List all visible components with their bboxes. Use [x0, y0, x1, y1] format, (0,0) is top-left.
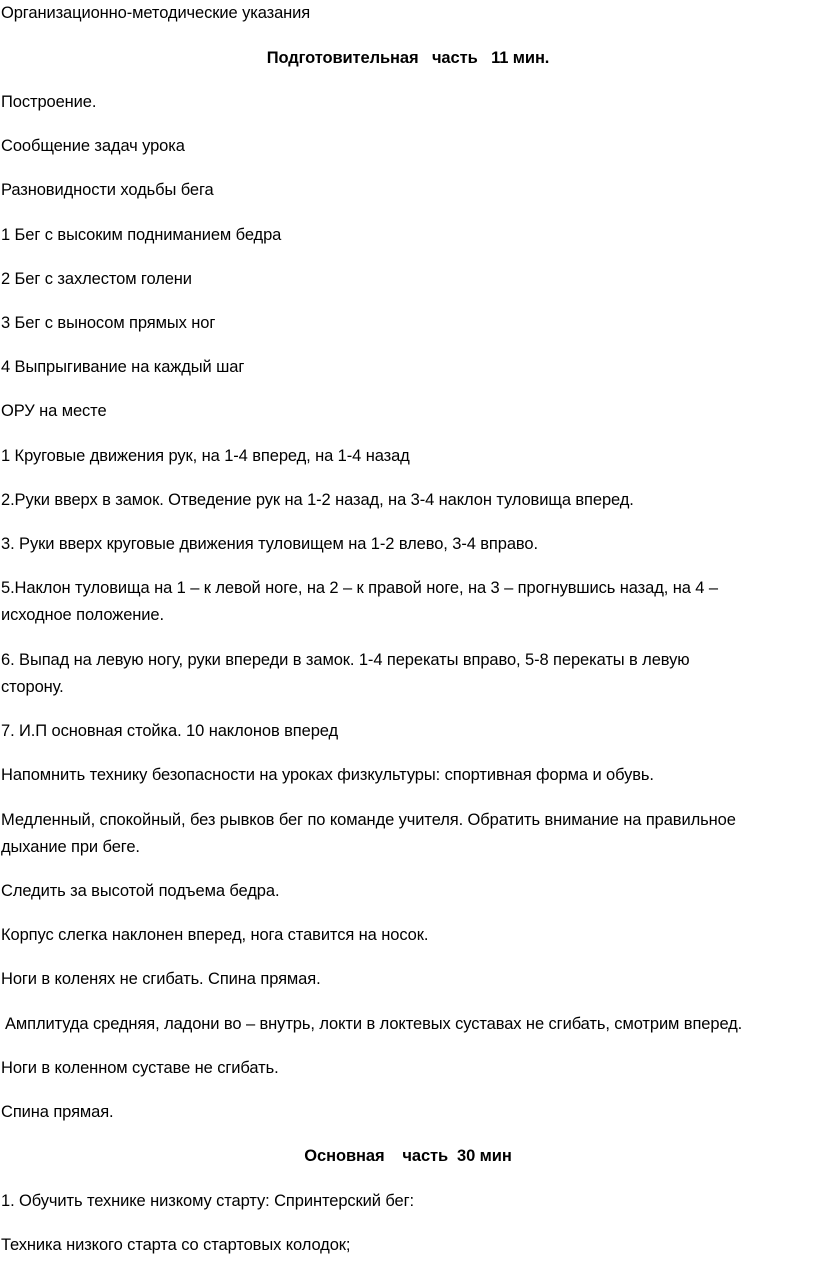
prep-item-run-4: 4 Выпрыгивание на каждый шаг: [1, 358, 245, 376]
note-amplitude: Амплитуда средняя, ладони во – внутрь, локти в локтевых суставах не сгибать, смотрим вперед.: [5, 1015, 743, 1033]
prep-item-walking-types: Разновидности ходьбы бега: [1, 181, 214, 199]
note-safety: Напомнить технику безопасности на уроках физкультуры: спортивная форма и обувь.: [1, 766, 654, 784]
note-run-line1: Медленный, спокойный, без рывков бег по команде учителя. Обратить внимание на правильное: [1, 811, 736, 829]
oru-item-6-line1: 6. Выпад на левую ногу, руки впереди в замок. 1-4 перекаты вправо, 5-8 перекаты в левую: [1, 651, 690, 669]
prep-section-heading: Подготовительная часть 11 мин.: [266, 49, 550, 67]
oru-item-5-line1: 5.Наклон туловища на 1 – к левой ноге, на 2 – к правой ноге, на 3 – прогнувшись назад, на 4 –: [1, 579, 718, 597]
oru-item-1: 1 Круговые движения рук, на 1-4 вперед, на 1-4 назад: [1, 447, 410, 465]
oru-item-7: 7. И.П основная стойка. 10 наклонов вперед: [1, 722, 339, 740]
note-run-line2: дыхание при беге.: [1, 838, 140, 856]
note-hip: Следить за высотой подъема бедра.: [1, 882, 280, 900]
oru-item-3: 3. Руки вверх круговые движения туловищем на 1-2 влево, 3-4 вправо.: [1, 535, 538, 553]
prep-item-formation: Построение.: [1, 93, 97, 111]
prep-item-run-2: 2 Бег с захлестом голени: [1, 270, 192, 288]
main-item-1: 1. Обучить технике низкому старту: Спринтерский бег:: [1, 1192, 415, 1210]
note-knees: Ноги в коленях не сгибать. Спина прямая.: [1, 970, 321, 988]
note-back: Спина прямая.: [1, 1103, 114, 1121]
prep-item-run-1: 1 Бег с высоким подниманием бедра: [1, 226, 282, 244]
main-section-heading: Основная часть 30 мин: [304, 1147, 512, 1165]
prep-item-oru: ОРУ на месте: [1, 402, 107, 420]
oru-item-5-line2: исходное положение.: [1, 606, 164, 624]
main-item-2: Техника низкого старта со стартовых колодок;: [1, 1236, 351, 1254]
oru-item-2: 2.Руки вверх в замок. Отведение рук на 1-2 назад, на 3-4 наклон туловища вперед.: [1, 491, 634, 509]
oru-item-6-line2: сторону.: [1, 678, 64, 696]
note-knee-joint: Ноги в коленном суставе не сгибать.: [1, 1059, 279, 1077]
document-header: Организационно-методические указания: [1, 4, 311, 22]
prep-item-run-3: 3 Бег с выносом прямых ног: [1, 314, 216, 332]
prep-item-tasks: Сообщение задач урока: [1, 137, 185, 155]
note-torso: Корпус слегка наклонен вперед, нога ставится на носок.: [1, 926, 429, 944]
